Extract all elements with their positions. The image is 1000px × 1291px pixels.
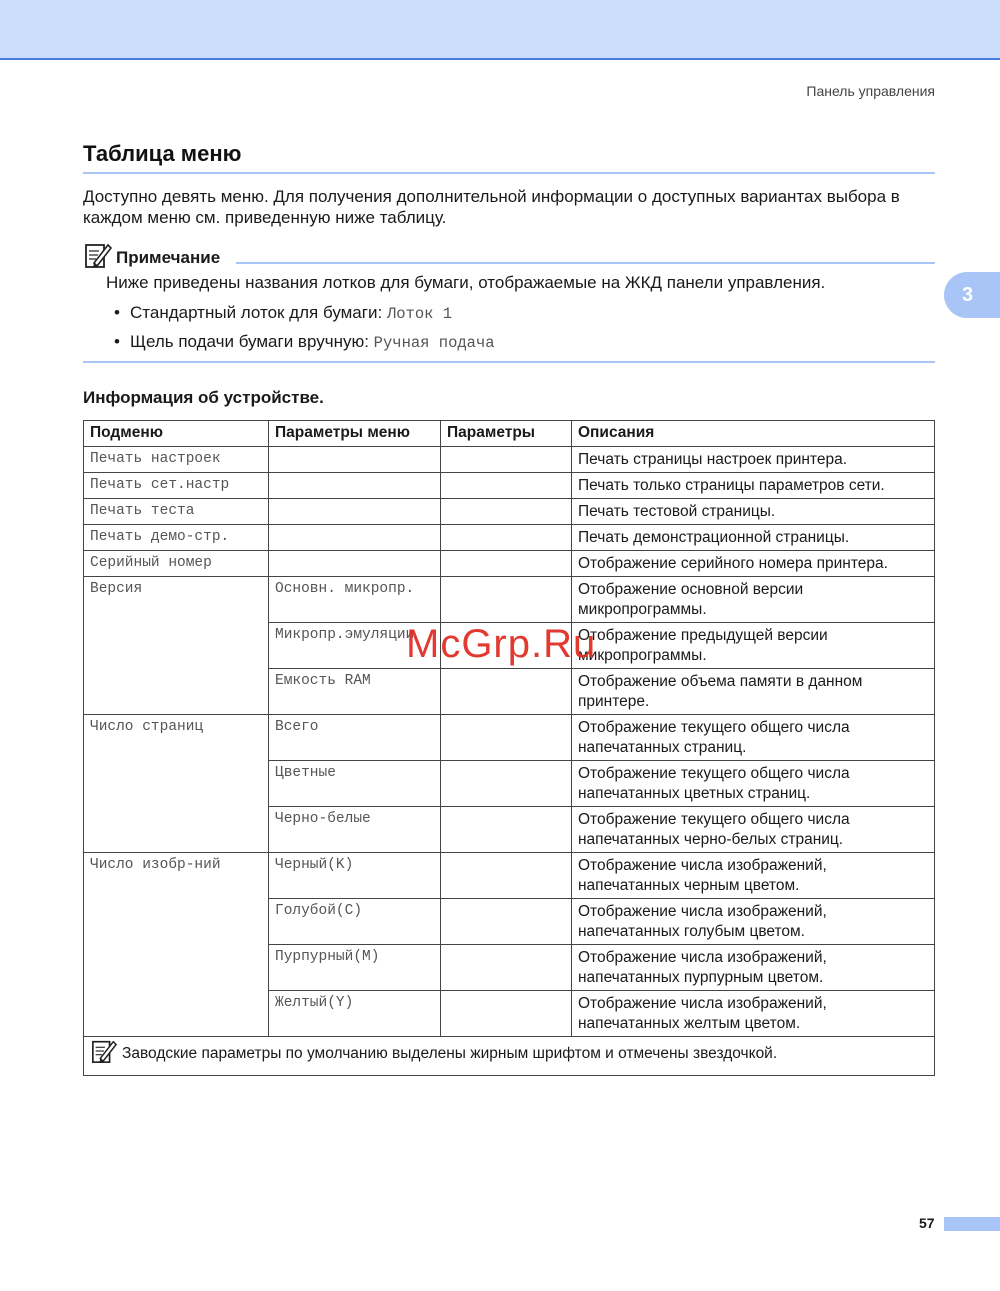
top-band bbox=[0, 0, 1000, 60]
table-footnote bbox=[84, 1037, 935, 1076]
title-rule bbox=[83, 172, 935, 174]
cell-description: Отображение числа изображений, напечатанных пурпурным цветом. bbox=[572, 945, 935, 991]
cell-submenu: Печать теста bbox=[84, 499, 269, 525]
cell-param bbox=[441, 499, 572, 525]
note-pencil-icon bbox=[90, 1038, 118, 1064]
table-row bbox=[84, 525, 935, 551]
cell-option: Черно-белые bbox=[269, 807, 441, 853]
footnote-text: Заводские параметры по умолчанию выделены жирным шрифтом и отмечены звездочкой. bbox=[122, 1045, 778, 1063]
cell-description: Отображение текущего общего числа напечатанных цветных страниц. bbox=[572, 761, 935, 807]
table-row bbox=[84, 577, 935, 623]
cell-param bbox=[441, 525, 572, 551]
cell-param bbox=[441, 715, 572, 761]
cell-description: Отображение числа изображений, напечатанных черным цветом. bbox=[572, 853, 935, 899]
running-head: Панель управления bbox=[806, 83, 935, 99]
note-item-label: Стандартный лоток для бумаги: bbox=[130, 303, 387, 322]
cell-param bbox=[441, 551, 572, 577]
cell-option bbox=[269, 551, 441, 577]
cell-submenu: Печать настроек bbox=[84, 447, 269, 473]
cell-option bbox=[269, 525, 441, 551]
cell-submenu: Число страниц bbox=[84, 715, 269, 853]
bullet: • bbox=[114, 303, 120, 322]
note-item-value: Ручная подача bbox=[373, 334, 495, 352]
list-item bbox=[114, 330, 495, 359]
cell-option: Желтый(Y) bbox=[269, 991, 441, 1037]
cell-option: Голубой(C) bbox=[269, 899, 441, 945]
cell-option bbox=[269, 499, 441, 525]
table-row bbox=[84, 853, 935, 899]
chapter-tab: 3 bbox=[944, 272, 1000, 318]
subheading: Информация об устройстве. bbox=[83, 388, 324, 407]
header-submenu: Подменю bbox=[84, 421, 269, 447]
cell-param bbox=[441, 447, 572, 473]
intro-paragraph: Доступно девять меню. Для получения дополнительной информации о доступных вариантах выбора в каждом меню см. приведенную ниже таблицу. bbox=[83, 187, 900, 227]
cell-param bbox=[441, 669, 572, 715]
cell-param bbox=[441, 899, 572, 945]
note-list bbox=[114, 301, 495, 359]
cell-submenu: Печать сет.настр bbox=[84, 473, 269, 499]
table-row bbox=[84, 551, 935, 577]
cell-description: Печать демонстрационной страницы. bbox=[572, 525, 935, 551]
menu-table bbox=[83, 420, 935, 1076]
cell-description: Отображение числа изображений, напечатанных голубым цветом. bbox=[572, 899, 935, 945]
header-descriptions: Описания bbox=[572, 421, 935, 447]
cell-submenu: Версия bbox=[84, 577, 269, 715]
table-row bbox=[84, 715, 935, 761]
cell-option: Основн. микропр. bbox=[269, 577, 441, 623]
page-bar bbox=[944, 1217, 1000, 1231]
cell-option: Черный(K) bbox=[269, 853, 441, 899]
table-footnote-row bbox=[84, 1037, 935, 1076]
cell-option bbox=[269, 473, 441, 499]
list-item bbox=[114, 301, 495, 330]
cell-param bbox=[441, 577, 572, 623]
note-body: Ниже приведены названия лотков для бумаги, отображаемые на ЖКД панели управления. bbox=[106, 273, 826, 292]
note-pencil-icon bbox=[84, 241, 112, 269]
cell-param bbox=[441, 473, 572, 499]
cell-option: Всего bbox=[269, 715, 441, 761]
note-item-label: Щель подачи бумаги вручную: bbox=[130, 332, 374, 351]
note-title: Примечание bbox=[116, 248, 221, 267]
note-item-value: Лоток 1 bbox=[386, 305, 453, 323]
header-parameters: Параметры bbox=[441, 421, 572, 447]
cell-submenu: Печать демо-стр. bbox=[84, 525, 269, 551]
cell-param bbox=[441, 991, 572, 1037]
cell-description: Печать только страницы параметров сети. bbox=[572, 473, 935, 499]
cell-description: Отображение предыдущей версии микропрограммы. bbox=[572, 623, 935, 669]
cell-param bbox=[441, 853, 572, 899]
watermark: McGrp.Ru bbox=[406, 622, 597, 666]
cell-description: Отображение серийного номера принтера. bbox=[572, 551, 935, 577]
cell-option: Пурпурный(M) bbox=[269, 945, 441, 991]
table-row bbox=[84, 499, 935, 525]
cell-description: Отображение текущего общего числа напечатанных черно-белых страниц. bbox=[572, 807, 935, 853]
cell-option: Цветные bbox=[269, 761, 441, 807]
cell-option: Микропр.эмуляции bbox=[269, 623, 441, 669]
table-header-row bbox=[84, 421, 935, 447]
cell-submenu: Серийный номер bbox=[84, 551, 269, 577]
cell-description: Отображение объема памяти в данном принтере. bbox=[572, 669, 935, 715]
cell-description: Печать тестовой страницы. bbox=[572, 499, 935, 525]
note-rule-bottom bbox=[83, 361, 935, 363]
cell-submenu: Число изобр-ний bbox=[84, 853, 269, 1037]
note-rule-top bbox=[236, 262, 935, 264]
bullet: • bbox=[114, 332, 120, 351]
cell-description: Отображение числа изображений, напечатанных желтым цветом. bbox=[572, 991, 935, 1037]
cell-option bbox=[269, 447, 441, 473]
table-row bbox=[84, 447, 935, 473]
cell-description: Печать страницы настроек принтера. bbox=[572, 447, 935, 473]
cell-description: Отображение текущего общего числа напечатанных страниц. bbox=[572, 715, 935, 761]
cell-description: Отображение основной версии микропрограммы. bbox=[572, 577, 935, 623]
page-number: 57 bbox=[919, 1215, 935, 1231]
header-menu-options: Параметры меню bbox=[269, 421, 441, 447]
cell-param bbox=[441, 945, 572, 991]
section-title: Таблица меню bbox=[83, 141, 242, 166]
cell-option: Емкость RAM bbox=[269, 669, 441, 715]
cell-param bbox=[441, 761, 572, 807]
cell-param bbox=[441, 807, 572, 853]
table-row bbox=[84, 473, 935, 499]
